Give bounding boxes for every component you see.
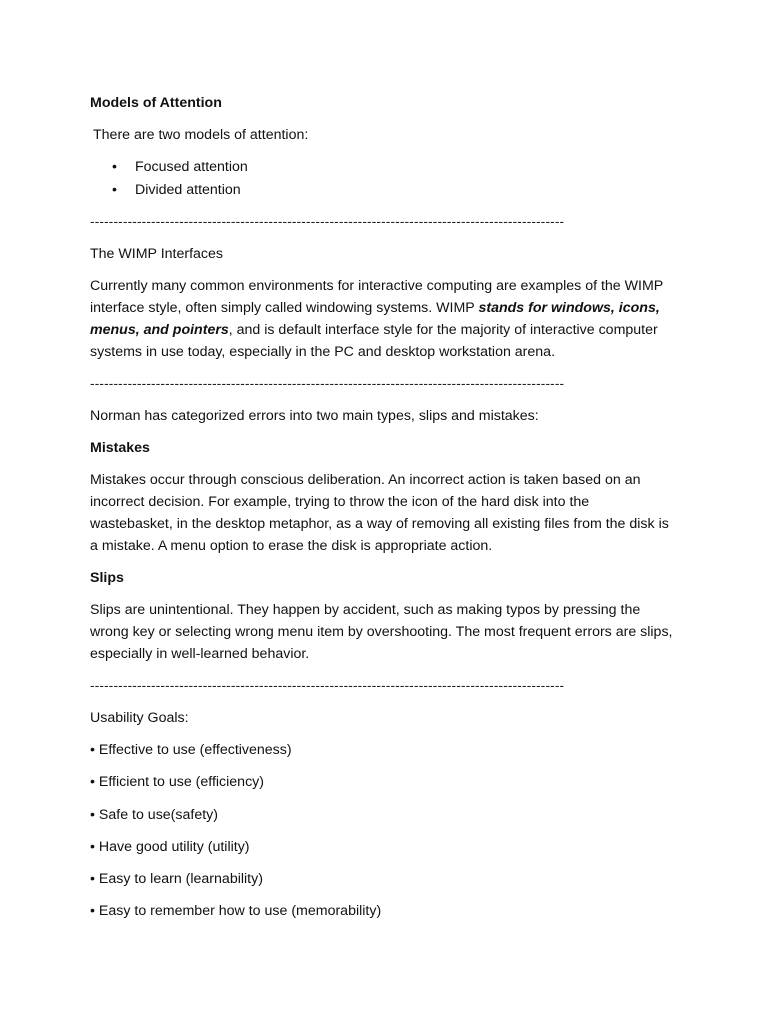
heading-slips: Slips xyxy=(90,570,124,586)
document-page xyxy=(90,92,675,933)
usability-goal-item: • Have good utility (utility) xyxy=(90,838,250,855)
usability-goal-item: • Efficient to use (efficiency) xyxy=(90,774,264,791)
usability-goal-item: • Safe to use(safety) xyxy=(90,806,218,823)
bullet-icon: • xyxy=(112,181,117,198)
list-item: • Focused attention xyxy=(90,156,675,179)
usability-goal-item: • Easy to learn (learnability) xyxy=(90,871,263,888)
heading-wimp-interfaces: The WIMP Interfaces xyxy=(90,246,223,262)
mistakes-paragraph: Mistakes occur through conscious deliberation. An incorrect action is taken based on an incorrect decision. For example, trying to throw the icon of the hard disk into the wastebasket, in the desktop metaphor, as a way of removing all existing files from the disk is a mistake. A menu option to erase the disk is appropriate action. xyxy=(90,472,669,554)
list-item: • Divided attention xyxy=(90,179,675,202)
heading-mistakes: Mistakes xyxy=(90,440,150,456)
errors-intro: Norman has categorized errors into two main types, slips and mistakes: xyxy=(90,408,539,424)
wimp-paragraph: Currently many common environments for interactive computing are examples of the WIMP interface style, often simply called windowing systems. WIMP stands for windows, icons, menus, and pointers, and is default interface style for the majority of interactive computer systems in use today, especially in the PC and desktop workstation arena. xyxy=(90,278,663,360)
attention-models-list xyxy=(90,156,675,201)
section-divider: ----------------------------------------------------------------------------------------------------- xyxy=(90,678,565,693)
heading-usability-goals: Usability Goals: xyxy=(90,710,189,726)
bullet-icon: • xyxy=(112,159,117,175)
wimp-emphasis: stands for windows, icons, menus, and pointers xyxy=(90,300,660,338)
section-divider: ----------------------------------------------------------------------------------------------------- xyxy=(90,214,565,229)
section-divider: ----------------------------------------------------------------------------------------------------- xyxy=(90,376,565,391)
usability-goal-item: • Easy to remember how to use (memorability) xyxy=(90,903,382,920)
usability-goal-item: • Effective to use (effectiveness) xyxy=(90,742,292,758)
heading-models-of-attention: Models of Attention xyxy=(90,95,222,111)
slips-paragraph: Slips are unintentional. They happen by accident, such as making typos by pressing the wrong key or selecting wrong menu item by overshooting. The most frequent errors are slips, especially in well-learned behavior. xyxy=(90,602,673,662)
attention-intro: There are two models of attention: xyxy=(93,127,309,143)
